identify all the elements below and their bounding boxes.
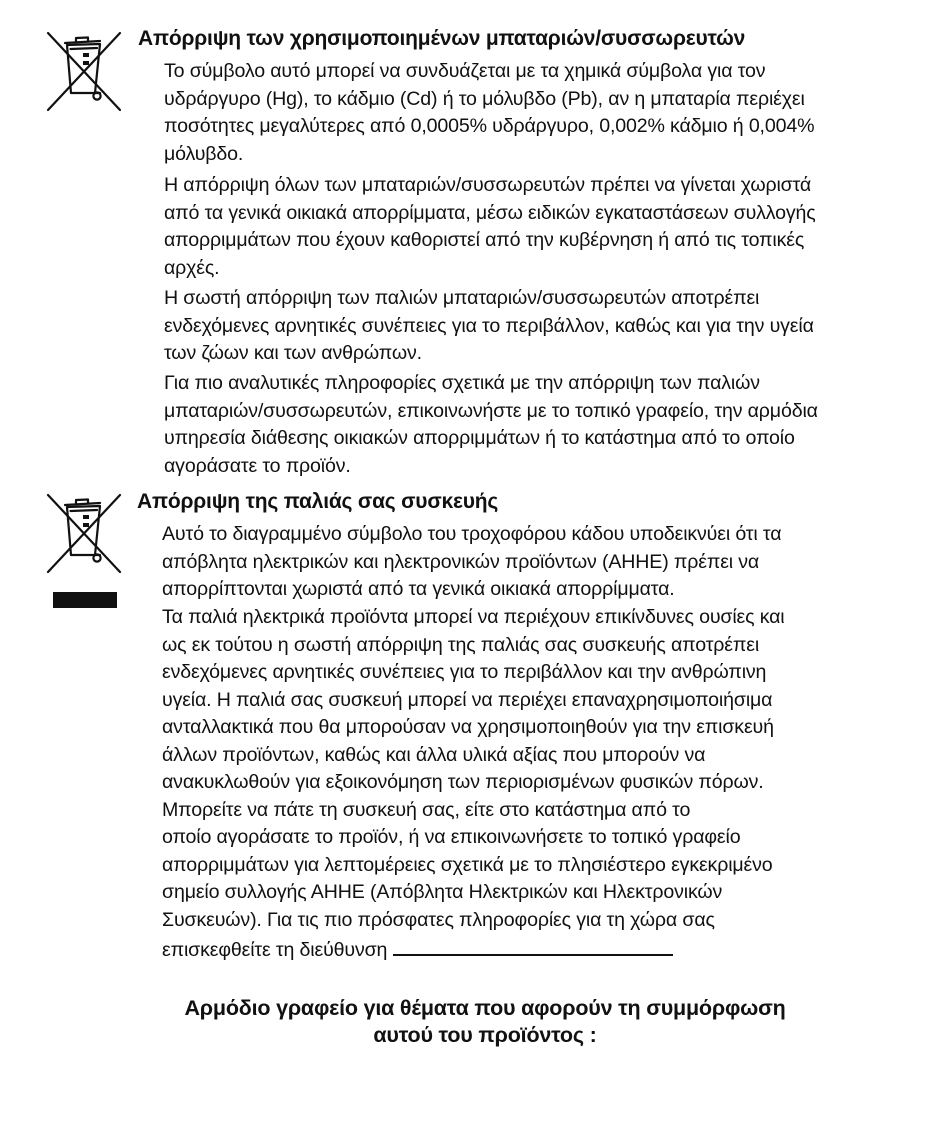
- appliance-paragraph-2: [162, 604, 785, 965]
- text-line: από τα γενικά οικιακά απορρίμματα, μέσω ειδικών εγκαταστάσεων συλλογής: [164, 201, 816, 224]
- text-line: Η απόρριψη όλων των μπαταριών/συσσωρευτών πρέπει να γίνεται χωριστά: [164, 174, 812, 196]
- compliance-office-heading: [100, 995, 870, 1049]
- website-blank: [393, 934, 673, 956]
- solid-bar-icon: [53, 592, 117, 608]
- battery-icon-wrap: [40, 28, 126, 114]
- text-line: σημείο συλλογής ΑΗΗΕ (Απόβλητα Ηλεκτρικών και Ηλεκτρονικών: [162, 881, 723, 903]
- text-line: ως εκ τούτου η σωστή απόρριψη της παλιάς σας συσκευής αποτρέπει: [162, 633, 760, 656]
- text-line: Αυτό το διαγραμμένο σύμβολο του τροχοφόρου κάδου υποδεικνύει ότι τα: [162, 523, 782, 545]
- text-line: Συσκευών). Για τις πιο πρόσφατες πληροφορίες για τη χώρα σας: [162, 908, 715, 931]
- text-line: Μπορείτε να πάτε τη συσκευή σας, είτε στο κατάστημα από το: [162, 798, 691, 821]
- text-line: απορριμμάτων για λεπτομέρειες σχετικά με το πλησιέστερο εγκεκριμένο: [162, 853, 773, 876]
- text-line: των ζώων και των ανθρώπων.: [164, 342, 422, 364]
- crossed-out-wheeled-bin-with-bar-icon: [40, 490, 126, 576]
- appliance-section-heading: Απόρριψη της παλιάς σας συσκευής: [137, 490, 499, 513]
- text-line: Τα παλιά ηλεκτρικά προϊόντα μπορεί να περιέχουν επικίνδυνες ουσίες και: [162, 606, 785, 628]
- text-line: ποσότητες μεγαλύτερες από 0,0005% υδράργυρο, 0,002% κάδμιο ή 0,004%: [164, 115, 815, 137]
- text-line: υγεία. Η παλιά σας συσκευή μπορεί να περιέχει επαναχρησιμοποιήσιμα: [162, 688, 773, 711]
- battery-paragraph-3: [164, 285, 814, 368]
- text-line: ανακυκλωθούν για εξοικονόμηση των περιορισμένων φυσικών πόρων.: [162, 771, 764, 793]
- appliance-paragraph-1: [162, 521, 781, 604]
- text-line: απορριμμάτων που έχουν καθοριστεί από την κυβέρνηση ή από τις τοπικές: [164, 229, 805, 251]
- text-line: επισκεφθείτε τη διεύθυνση: [162, 939, 388, 961]
- text-line: οποίο αγοράσατε το προϊόν, ή να επικοινωνήσετε το τοπικό γραφείο: [162, 826, 741, 848]
- text-line: ενδεχόμενες αρνητικές συνέπειες για το περιβάλλον και την ανθρώπινη: [162, 661, 767, 683]
- text-line: μπαταριών/συσσωρευτών, επικοινωνήστε με το τοπικό γραφείο, την αρμόδια: [164, 399, 818, 422]
- text-line: αρχές.: [164, 256, 220, 279]
- text-line: ενδεχόμενες αρνητικές συνέπειες για το περιβάλλον, καθώς και για την υγεία: [164, 314, 814, 337]
- battery-paragraph-2: [164, 172, 816, 282]
- battery-paragraph-1: [164, 58, 814, 168]
- text-line: Η σωστή απόρριψη των παλιών μπαταριών/συσσωρευτών αποτρέπει: [164, 287, 760, 309]
- text-line: μόλυβδο.: [164, 142, 244, 165]
- crossed-out-wheeled-bin-icon: [40, 28, 126, 114]
- battery-paragraph-4: [164, 370, 818, 480]
- appliance-icon-wrap: [40, 490, 126, 576]
- text-line: Το σύμβολο αυτό μπορεί να συνδυάζεται με τα χημικά σύμβολα για τον: [164, 60, 766, 82]
- text-line: άλλων προϊόντων, καθώς και άλλα υλικά αξίας που μπορούν να: [162, 743, 706, 766]
- text-line: Για πιο αναλυτικές πληροφορίες σχετικά με την απόρριψη των παλιών: [164, 372, 760, 394]
- text-line: ανταλλακτικά που θα μπορούσαν να χρησιμοποιηθούν για την επισκευή: [162, 716, 774, 738]
- footer-line: Αρμόδιο γραφείο για θέματα που αφορούν τη συμμόρφωση: [184, 996, 786, 1020]
- battery-section-heading: Απόρριψη των χρησιμοποιημένων μπαταριών/συσσωρευτών: [138, 27, 746, 50]
- website-line: [162, 934, 785, 965]
- text-line: υδράργυρο (Hg), το κάδμιο (Cd) ή το μόλυβδο (Pb), αν η μπαταρία περιέχει: [164, 87, 805, 110]
- text-line: υπηρεσία διάθεσης οικιακών απορριμμάτων ή το κατάστημα από το οποίο: [164, 427, 795, 449]
- text-line: αγοράσατε το προϊόν.: [164, 454, 351, 477]
- text-line: απορρίπτονται χωριστά από τα γενικά οικιακά απορρίμματα.: [162, 578, 675, 600]
- text-line: απόβλητα ηλεκτρικών και ηλεκτρονικών προϊόντων (ΑΗΗΕ) πρέπει να: [162, 550, 760, 573]
- footer-line: αυτού του προϊόντος :: [373, 1023, 597, 1047]
